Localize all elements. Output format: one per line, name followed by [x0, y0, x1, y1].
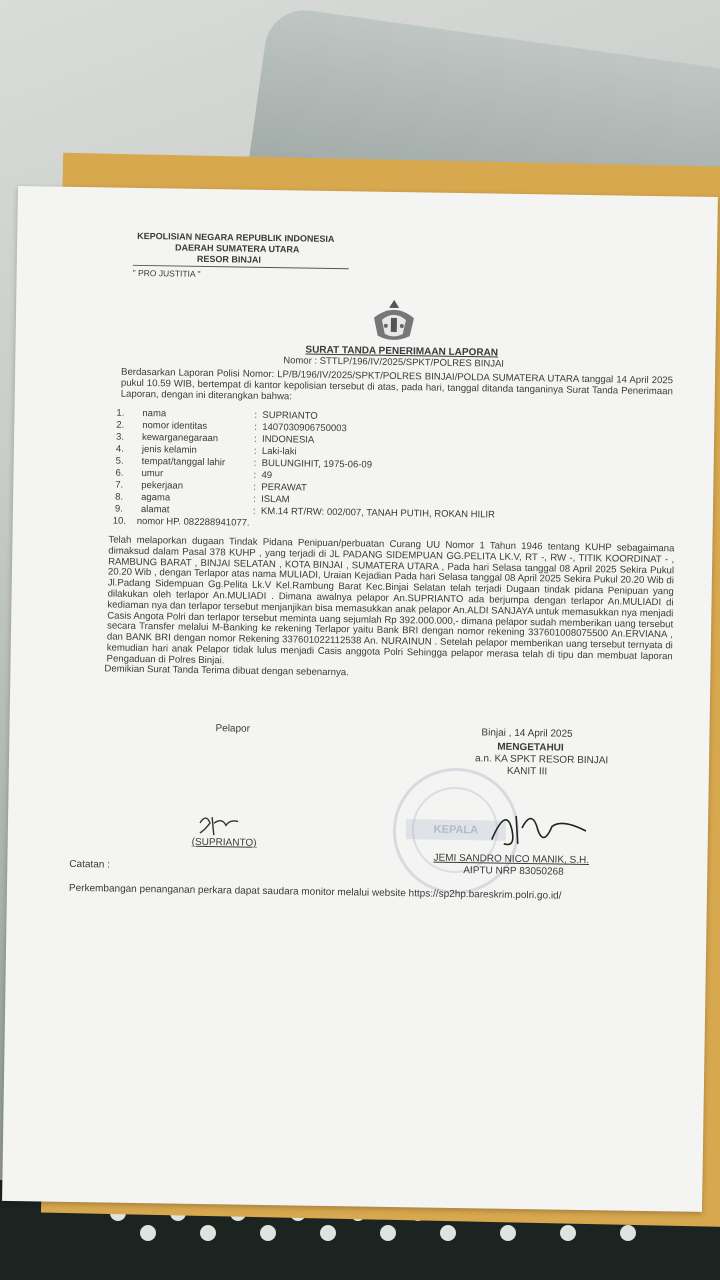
field-number: 7.: [115, 479, 124, 491]
seat-hole: [620, 1225, 636, 1241]
field-value: SUPRIANTO: [262, 409, 318, 422]
header-line1: KEPOLISIAN NEGARA REPUBLIK INDONESIA: [137, 230, 335, 244]
officer-name: JEMI SANDRO NICO MANIK, S.H.: [433, 852, 590, 867]
seat-hole: [380, 1225, 396, 1241]
catatan-label: Catatan :: [69, 858, 111, 871]
document-number: Nomor : STTLP/196/IV/2025/SPKT/POLRES BINJAI: [283, 355, 505, 370]
place-date: Binjai , 14 April 2025: [481, 727, 573, 740]
field-number: 10.: [112, 515, 127, 527]
stamp-text: KEPALA: [406, 819, 506, 841]
field-number: 2.: [116, 419, 125, 431]
police-emblem-icon: [366, 295, 423, 344]
closing-text: Demikian Surat Tanda Terima dibuat dengan sebenarnya.: [104, 663, 349, 679]
field-label: umur: [141, 467, 164, 480]
body-paragraph: Telah melaporkan dugaan Tindak Pidana Penipuan/perbuatan Curang UU Nomor 1 Tahun 1946 tentang KUHP sebagaimana dimaksud dalam Pasal 378 KUHP , yang terjadi di JL PADANG SIDEMPUAN GG.PELITA LK.V, RT -, RW -, TITIK KOORDINAT - , RAMBUNG BARAT , BINJAI SELATAN , KOTA BINJAI , SUMATERA UTARA , Pada hari Selasa tanggal 08 April 2025 Sekira Pukul 20.20 Wib , dengan Terlapor atas nama MULIADI, Uraian Kejadian Pada hari Selasa tanggal 08 April 2025 Sekira Pukul 20.20 Wib di Jl.Padang Sidempuan Gg.Pelita Lk.V Kel.Rambung Barat Kec.Binjai Selatan telah terjadi Dugaan tindak pidana Penipuan yang dilakukan oleh terlapor An.MULIADI . Dimana awalnya pelapor An.SUPRIANTO ada berjumpa dengan terlapor An.MULIADI di kediaman nya dan terlapor tersebut menjanjikan bisa memasukkan anak pelapor An.ALDI SANJAYA untuk memasukkan nya menjadi Casis Angota Polri dan terlapor tersebut meminta uang sejumlah Rp 392.000.000,- dimana pelapor sudah memberikan uang tersebut secara Transfer melalui M-Banking ke rekening Terlapor yaitu Bank BRI dengan nomor rekening 337601008075500 An.ERVIANA , dan BANK BRI dengan nomor Rekening 337601022112538 An. NURAINUN . Setelah pelapor memberikan uang tersebut ternyata di kemudian hari anak Pelapor tidak lulus menjadi Casis anggota Polri Sehingga pelapor merasa telah di tipu dan membuat laporan Pengaduan di Polres Binjai.: [106, 534, 675, 667]
field-number: 9.: [114, 503, 123, 515]
seat-hole: [440, 1225, 456, 1241]
field-value: BULUNGIHIT, 1975-06-09: [261, 457, 373, 471]
field-label: nama: [142, 407, 167, 420]
seat-hole: [260, 1225, 276, 1241]
field-value: INDONESIA: [261, 433, 315, 446]
mengetahui-label: MENGETAHUI: [497, 741, 564, 754]
field-number: 6.: [115, 467, 124, 479]
intro-paragraph: Berdasarkan Laporan Polisi Nomor: LP/B/196/IV/2025/SPKT/POLRES BINJAI/POLDA SUMATERA UTARA tanggal 14 April 2025 pukul 10.59 WIB, bertempat di kantor kepolisian tersebut di atas, pada hari, tanggal ditanda tanganinya Surat Tanda Penerimaan Laporan, dengan ini diterangkan bahwa:: [120, 366, 674, 402]
field-value: PERAWAT: [261, 481, 307, 494]
field-label: nomor identitas: [142, 419, 208, 433]
field-number: 4.: [115, 443, 124, 455]
field-number: 8.: [115, 491, 124, 503]
field-number: 1.: [116, 407, 125, 419]
officer-rank: AIPTU NRP 83050268: [463, 865, 564, 878]
header-line3: RESOR BINJAI: [196, 253, 261, 265]
field-label: jenis kelamin: [141, 443, 197, 456]
field-value: 49: [261, 469, 273, 482]
header-line2: DAERAH SUMATERA UTARA: [174, 242, 300, 255]
field-label: pekerjaan: [141, 479, 184, 492]
field-number: 3.: [115, 431, 125, 443]
field-value: Laki-laki: [261, 445, 297, 458]
pro-justitia: " PRO JUSTITIA ": [132, 267, 201, 279]
field-value: KM.14 RT/RW: 002/007, TANAH PUTIH, ROKAN HILIR: [260, 505, 496, 521]
field-label: agama: [141, 491, 171, 504]
seat-hole: [320, 1225, 336, 1241]
document-paper: [2, 186, 718, 1212]
field-label: tempat/tanggal lahir: [141, 455, 226, 469]
field-value: 1407030906750003: [262, 421, 347, 435]
field-label: kewarganegaraan: [141, 431, 219, 445]
office-label: a.n. KA SPKT RESOR BINJAI: [474, 753, 609, 767]
reporter-role: Pelapor: [215, 723, 251, 735]
officer-signature-icon: [482, 799, 593, 857]
seat-hole: [200, 1225, 216, 1241]
seat-hole: [500, 1225, 516, 1241]
seat-hole: [560, 1225, 576, 1241]
field-value: ISLAM: [261, 493, 290, 506]
unit-label: KANIT III: [506, 765, 548, 778]
reporter-name: (SUPRIANTO): [191, 836, 257, 849]
catatan-text: Perkembangan penanganan perkara dapat saudara monitor melalui website https://sp2hp.bareskrim.polri.go.id/: [68, 882, 562, 902]
seat-hole: [140, 1225, 156, 1241]
field-number: 5.: [115, 455, 124, 467]
reporter-signature-icon: [196, 809, 246, 840]
document-title: SURAT TANDA PENERIMAAN LAPORAN: [305, 344, 499, 359]
field-label: alamat: [140, 503, 170, 516]
field-label: nomor HP. 082288941077.: [136, 515, 250, 529]
identity-list: 1. nama : SUPRIANTO 2. nomor identitas : 1407030906750003 3. kewarganegaraan : INDONESIA 4. jenis kelamin : Laki-laki 5. tempat/tanggal lahir : BULUNGIHIT, 1975-06-09 6. umur : 49 7. pekerjaan : PERAWAT 8. agama : ISLAM 9. alamat : KM.14 RT/RW: 002/007, TANAH PUTIH, ROKAN HILIR 10. nomor HP. 082288941077.: [112, 407, 496, 529]
